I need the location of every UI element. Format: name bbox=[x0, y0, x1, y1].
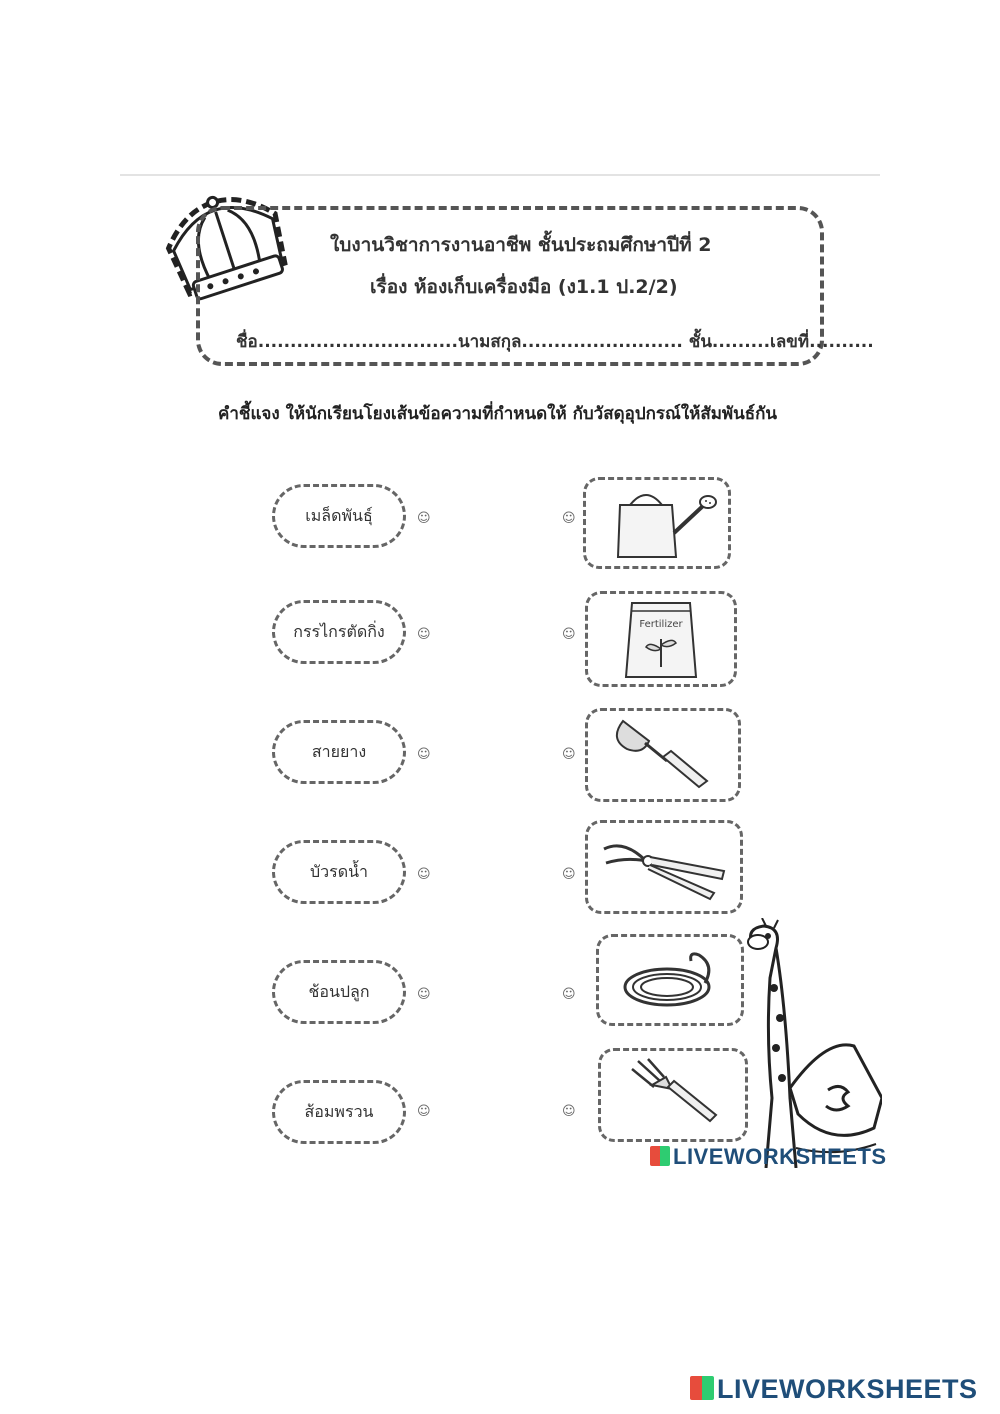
word-box bbox=[272, 1080, 406, 1144]
word-box bbox=[272, 484, 406, 548]
watering-can-icon bbox=[592, 483, 722, 563]
word-box bbox=[272, 840, 406, 904]
picture-box bbox=[596, 934, 744, 1026]
giraffe-icon bbox=[736, 918, 882, 1168]
footer-logo-text: LIVEWORKSHEETS bbox=[717, 1374, 978, 1404]
right-connector-dot[interactable]: ☺ bbox=[562, 747, 576, 762]
picture-box bbox=[585, 591, 737, 687]
worksheet-subtitle: เรื่อง ห้องเก็บเครื่องมือ (ง1.1 ป.2/2) bbox=[370, 276, 678, 298]
right-connector-dot[interactable]: ☺ bbox=[562, 511, 576, 526]
left-connector-dot[interactable]: ☺ bbox=[417, 987, 431, 1002]
left-connector-dot[interactable]: ☺ bbox=[417, 867, 431, 882]
left-connector-dot[interactable]: ☺ bbox=[417, 511, 431, 526]
word-label: ส้อมพรวน bbox=[304, 1101, 374, 1121]
fertilizer-bag-icon bbox=[616, 597, 706, 681]
word-label: สายยาง bbox=[311, 741, 367, 761]
worksheet-title: ใบงานวิชาการงานอาชีพ ชั้นประถมศึกษาปีที่ 2 bbox=[330, 234, 712, 256]
word-box bbox=[272, 960, 406, 1024]
inner-watermark-text: LIVEWORKSHEETS bbox=[673, 1144, 887, 1169]
right-connector-dot[interactable]: ☺ bbox=[562, 1104, 576, 1119]
trowel-icon bbox=[603, 715, 723, 795]
word-box bbox=[272, 720, 406, 784]
picture-box bbox=[585, 708, 741, 802]
word-label: บัวรดน้ำ bbox=[309, 861, 369, 881]
fertilizer-label: Fertilizer bbox=[639, 619, 683, 630]
liveworksheets-logo-icon bbox=[690, 1376, 714, 1400]
footer-logo[interactable] bbox=[690, 1374, 978, 1405]
word-box bbox=[272, 600, 406, 664]
picture-box bbox=[585, 820, 743, 914]
left-connector-dot[interactable]: ☺ bbox=[417, 747, 431, 762]
word-label: กรรไกรตัดกิ่ง bbox=[293, 621, 385, 641]
word-label: ช้อนปลูก bbox=[308, 981, 370, 1001]
liveworksheets-logo-icon bbox=[650, 1146, 670, 1166]
student-info-line[interactable]: ชื่อ...............................นามสกุล......................... ชั้น.........เลขที่.......... bbox=[236, 332, 874, 352]
picture-box bbox=[598, 1048, 748, 1142]
hand-fork-icon bbox=[618, 1055, 728, 1135]
right-connector-dot[interactable]: ☺ bbox=[562, 867, 576, 882]
pruning-shears-icon bbox=[594, 827, 734, 907]
instructions: คำชี้แจง ให้นักเรียนโยงเส้นข้อความที่กำหนดให้ กับวัสดุอุปกรณ์ให้สัมพันธ์กัน bbox=[218, 404, 778, 424]
garden-hose-icon bbox=[615, 945, 725, 1015]
right-connector-dot[interactable]: ☺ bbox=[562, 627, 576, 642]
word-label: เมล็ดพันธุ์ bbox=[305, 505, 373, 525]
left-connector-dot[interactable]: ☺ bbox=[417, 627, 431, 642]
picture-box bbox=[583, 477, 731, 569]
left-connector-dot[interactable]: ☺ bbox=[417, 1104, 431, 1119]
inner-watermark bbox=[650, 1144, 887, 1170]
top-divider bbox=[120, 174, 880, 176]
right-connector-dot[interactable]: ☺ bbox=[562, 987, 576, 1002]
